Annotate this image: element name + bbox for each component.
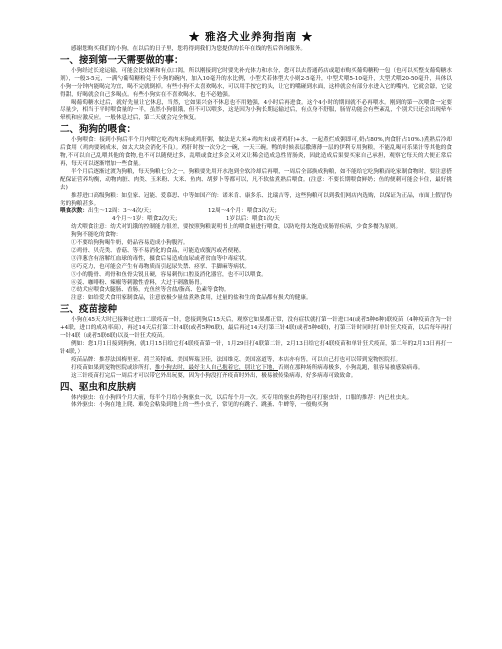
- text-run: 打疫苗如果到宠物医院或诊所打，: [71, 364, 155, 371]
- feeding-schedule-cell: 4个月～1岁：喂食2次/天；: [112, 216, 181, 223]
- intro-paragraph: 感谢您购买我们的小狗，在以后的日子里，您将得到我们为您提供的长年在线的售后咨询服务。: [71, 46, 306, 52]
- paragraph: 小狗喂食：接到小狗后半个月内喂它吃鸡肉末狗或鸡肝粥，做法是大米+鸡肉末(或者鸡肝)+水，一起煮烂成粥即可,奶占80%,肉食肝占10%.)煮熟后冷却后食用（鸡肉要剁成末，如太大块会消化不良）。鸡肝时按一次分之一碗，一天三碗。鸭的时候表层撒薄薄一层的伊利专用狗粮，不能乱喝可乐果汁等其他的食物,不可以自己乱喂其他的食物,也不可以随便过多，乱喂或食过多会又对又让稀会造成急性胃肠炎，因此造成后果要买家自己承担，观察它每天的大便正常后再，每天可以逐渐增加一些食量。: [60, 137, 452, 167]
- paragraph: 体内驱虫：在小狗四个月大前，每半个月给小狗驱虫一次，以后每个月一次。买专用的驱虫药物也可打驱虫针，口服的推荐：内已杜虫丸。: [71, 394, 413, 401]
- document-title: ★ 雅洛犬业养狗指南 ★: [188, 31, 314, 43]
- feeding-schedule-cell: 1岁以后：喂食1次/天: [226, 216, 280, 223]
- paragraph: [60, 365, 452, 373]
- text-run: 否则在那种场所病毒极多，小狗乱跑，很容易被感染病毒。: [278, 364, 424, 371]
- feeding-schedule-cell: 出生～12周：3～4次/天；: [87, 208, 155, 215]
- paragraph: 半个月后逐渐过渡为狗粮，每天狗粮七分之一，狗粮要先用开水泡到全软冷却后再喂，一周后全部换成狗粮，如不能给它吃狗粮而吃家制食物时，要注意搭配保证营养均衡，动物肉脏、肉类、玉米粉、大米、鱼肉、胡萝卜等都可以，凡不软盐煮熟后喂食。(注意：不要长期喂食鲜奶；鱼的便刺可能会卡住，最好挑去): [60, 168, 452, 191]
- section-heading-feeding: 二、狗狗的喂食：: [60, 124, 137, 136]
- list-item: ②鸡骨、贝壳类、香菇、等不易消化的食品，可能造成腹泻或者便秘。: [71, 247, 245, 254]
- list-item: ①不要给狗狗喝牛奶，奶品容易造成小狗腹泻。: [71, 240, 189, 247]
- list-item: ③洋葱含有溶解红血球的毒性，摄食后易造成血尿或者贫血等中毒症状。: [71, 255, 251, 262]
- feeding-schedule-label: 喂食次数：: [60, 208, 88, 215]
- paragraph: 狗狗不能吃的食物：: [71, 232, 122, 239]
- feeding-schedule-cell: 12周～4个月：喂食3次/天；: [207, 208, 281, 215]
- list-item: ⑥姜、咖啡粉、辣椒等刺激性香料，大过于刺激肠胃。: [71, 279, 206, 286]
- section-heading-deworming: 四、驱虫和皮肤病: [60, 381, 137, 393]
- list-item: ④巧克力，也可能会产生有毒物质而引起尿失禁、痉挛、手脚麻等病状。: [71, 263, 251, 270]
- document-body: [60, 46, 452, 410]
- paragraph: 疫苗品牌：推荐法国梅里亚、荷兰英特威、美国辉瑞卫佳，法国维克、美国富道等，本店亦有售，可以自己打也可以带到宠物医院打。: [71, 356, 402, 363]
- paragraph: 喝葡萄糖水过后，就好先量让它休息，当然，它如果兴奋不休息也不用勉强，4小时后再进食。这个4小时的期间就不必再喂水。刚到的第一次喂食一定要尽量少，相当于平时喂食量的一半，虽然小狗很饿，但不可以喂多，这是因为小狗长期运输过后，有点身不舒服，肠胃功能会有些紊乱，个别犬只还会出现晕车晕机和应激反应。一般休息过后，第二天就会完全恢复。: [60, 99, 452, 122]
- paragraph: 小狗经过长途运输，可能会比较累和有点口渴，所以刚接到它时要先补充体力和水分，您可以去普通药店或超市购买葡萄糖粉一包（也可以买整支葡萄糖水剂），一般3-5元，一满勺葡萄糖粉兑于小狗的碗内，加入10毫升的水比例，小型犬若体型大小则2-5毫升，中型犬喂5-10毫升，大型犬喂20-50毫升，具体以小狗一分钟内能喝完为宜，喝不完就倒掉。有些小狗不太喜欢喝水，可以用手按它的头，让它的嘴碰到水面，这样就会有部分水进入它的嘴内，它就会舔，它觉得甜，好喝就会自己多喝点。有些小狗实在不喜欢喝水，也不必勉强。: [60, 67, 452, 98]
- list-item: ⑤小的脆骨、鸡骨和鱼骨尖锐且硬，容易刺伤口腔及消化器官，也不可以喂食。: [71, 271, 267, 278]
- paragraph: 幼犬喂食注意：幼犬对饥饿的控制能力很差，要按照狗粮说明书上的喂食量进行喂食，以防吃得太饱造成肠胃疾病，少食多餐为原则。: [71, 224, 402, 231]
- list-item: ⑦幼犬应喂食火腿肠、香肠，充鱼丝等含盐/脂高、色素等食物。: [71, 287, 230, 294]
- underlined-text: 推小狗去时，最好主人自己抱着它，别让它下地，: [154, 364, 278, 371]
- paragraph: 例如：您1月1日接到狗狗，就1月15日给它打4联疫苗第一针，1月29日打4联第二针，2月13日给它打4联疫苗和单针狂犬疫苗，第二年的2月13日再打一针4联，）: [60, 341, 452, 355]
- paragraph: 体外驱虫：小狗在地上爬、难免会粘染到地上的一些小虫子，常见的有跳子、跳蚤、牛蜱等，一般购买狗: [71, 402, 329, 409]
- section-heading-vaccination: 三、疫苗接种: [60, 304, 118, 316]
- paragraph: 注意：如给爱犬食用家制食品，注意放极少量盐煮熟食用，过量的盐和生的食品都有损犬的健康。: [71, 295, 312, 302]
- paragraph: 小狗在45天大时已接种过进口二联疫苗一针，您接到狗后15天后，观察它如果都正常，没有症状就打第一针进口4(或者5种6种)联疫苗（4种疫苗含为一针+4联，进口的成功率高），再过14天后打第二针4联(或者5种6联)，最后再过14天打第三针4联(或者5种6联)，打第三针时同时打单针狂犬疫苗，以后每年再打一针4联（或者5联6联)以及一针狂犬疫苗。: [60, 317, 452, 340]
- paragraph: 推荐进口高级狗粮：如皇家、冠能、爱慕思、中等如国产的：诺米肯、康多乐、比瑞吉等，这些狗粮可以到我们网店内选购，以保证为正品，市面上假冒伪劣的狗粮甚多。: [60, 192, 452, 207]
- section-heading-arrival: 一、接到第一天需要做的事：: [60, 54, 184, 66]
- paragraph: 这三针疫苗打完后一周后才可以带它外出玩耍，因为小狗没打齐疫苗时外出，极易被传染病毒，好多病毒可致致命。: [71, 372, 357, 379]
